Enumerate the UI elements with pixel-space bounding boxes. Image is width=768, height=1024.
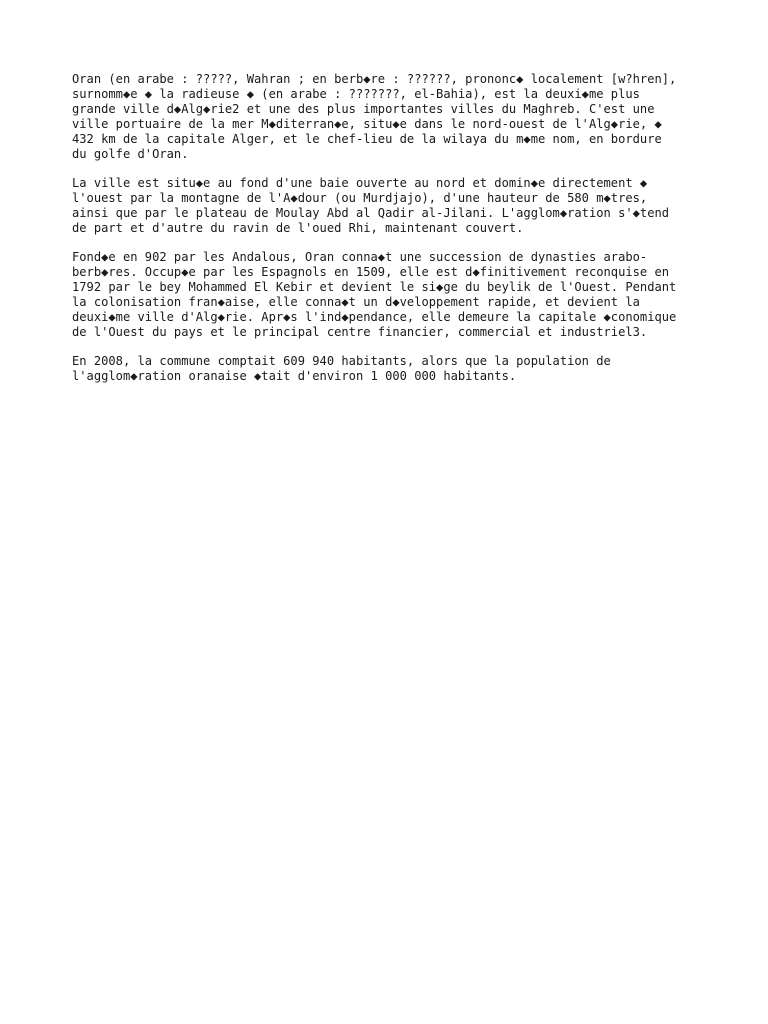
text-line: La ville est situ◆e au fond d'une baie ouverte au nord et domin◆e directement ◆	[72, 176, 648, 190]
text-line: l'ouest par la montagne de l'A◆dour (ou Murdjajo), d'une hauteur de 580 m◆tres,	[72, 191, 648, 205]
text-line: En 2008, la commune comptait 609 940 habitants, alors que la population de	[72, 354, 611, 368]
text-line: la colonisation fran◆aise, elle conna◆t un d◆veloppement rapide, et devient la	[72, 295, 640, 309]
paragraph-intro	[72, 72, 700, 162]
text-line: 432 km de la capitale Alger, et le chef-lieu de la wilaya du m◆me nom, en bordure	[72, 132, 662, 146]
text-line: de l'Ouest du pays et le principal centre financier, commercial et industriel3.	[72, 325, 648, 339]
document-page	[72, 72, 700, 398]
text-line: Fond◆e en 902 par les Andalous, Oran conna◆t une succession de dynasties arabo-	[72, 250, 648, 264]
text-line: ainsi que par le plateau de Moulay Abd al Qadir al-Jilani. L'agglom◆ration s'◆tend	[72, 206, 670, 220]
paragraph-geography	[72, 176, 700, 236]
text-line: deuxi◆me ville d'Alg◆rie. Apr◆s l'ind◆pendance, elle demeure la capitale ◆conomique	[72, 310, 677, 324]
text-line: surnomm◆e ◆ la radieuse ◆ (en arabe : ???????, el-Bahia), est la deuxi◆me plus	[72, 87, 640, 101]
paragraph-population	[72, 354, 700, 384]
text-line: 1792 par le bey Mohammed El Kebir et devient le si◆ge du beylik de l'Ouest. Pendant	[72, 280, 677, 294]
text-line: de part et d'autre du ravin de l'oued Rhi, maintenant couvert.	[72, 221, 524, 235]
text-line: grande ville d◆Alg◆rie2 et une des plus importantes villes du Maghreb. C'est une	[72, 102, 655, 116]
text-line: Oran (en arabe : ?????, Wahran ; en berb◆re : ??????, prononc◆ localement [w?hren],	[72, 72, 677, 86]
text-line: ville portuaire de la mer M◆diterran◆e, situ◆e dans le nord-ouest de l'Alg◆rie, ◆	[72, 117, 662, 131]
text-line: berb◆res. Occup◆e par les Espagnols en 1509, elle est d◆finitivement reconquise en	[72, 265, 670, 279]
text-line: du golfe d'Oran.	[72, 147, 189, 161]
text-line: l'agglom◆ration oranaise ◆tait d'environ 1 000 000 habitants.	[72, 369, 517, 383]
paragraph-history	[72, 250, 700, 340]
